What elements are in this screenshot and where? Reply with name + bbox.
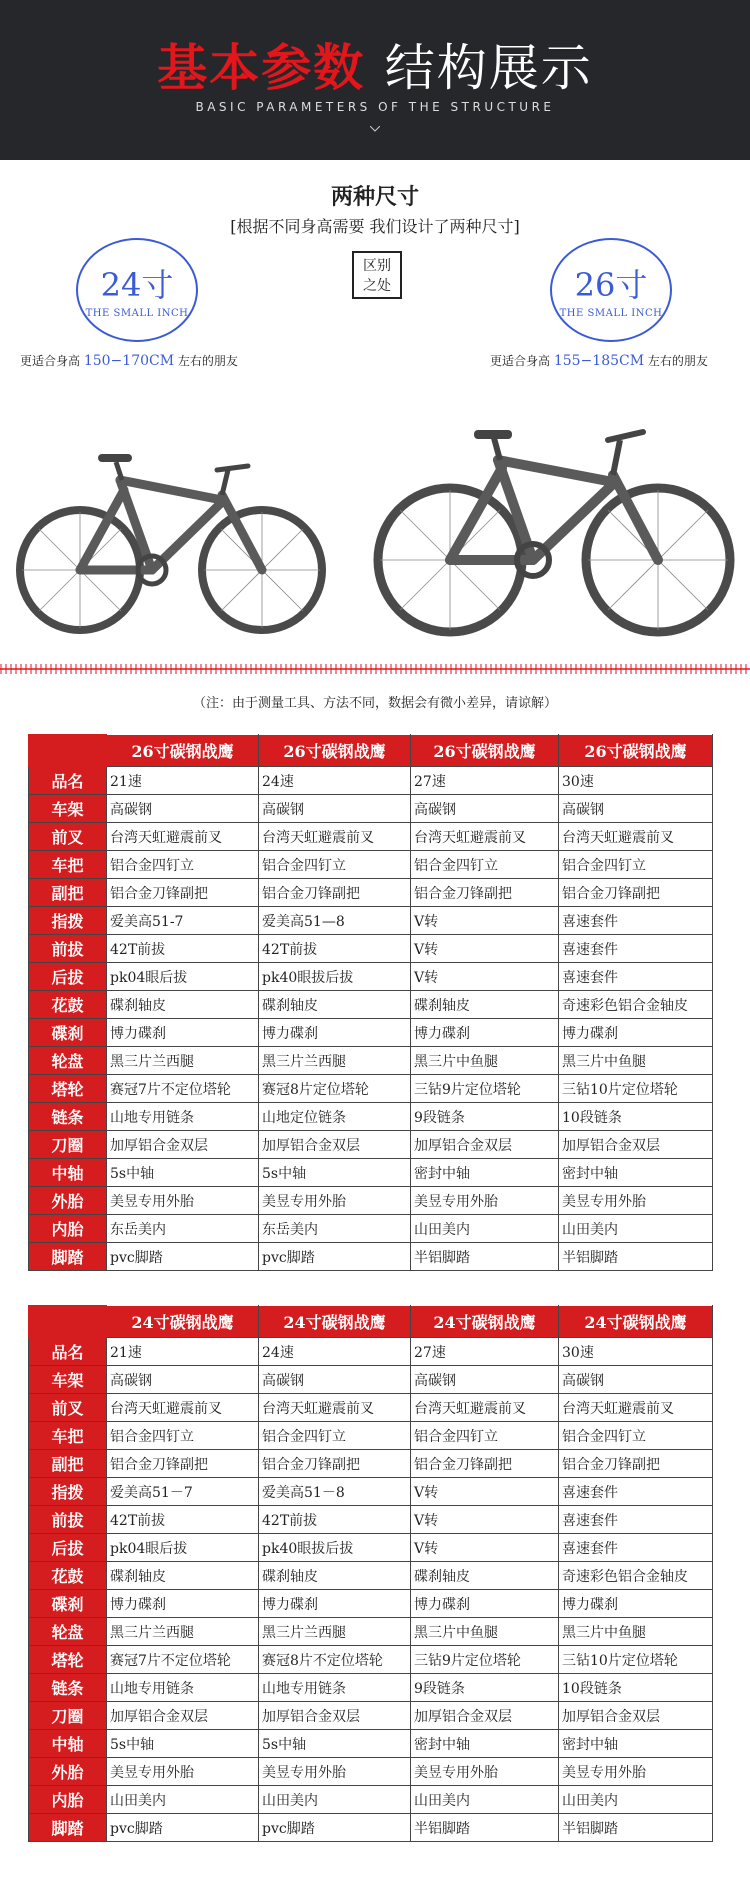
table-cell: 喜速套件 [559, 1534, 713, 1562]
table-cell: 三钻10片定位塔轮 [559, 1646, 713, 1674]
table-row [29, 879, 713, 907]
model-header: 24寸碳钢战鹰 [559, 1306, 713, 1338]
table-row [29, 991, 713, 1019]
table-cell: 加厚铝合金双层 [107, 1702, 259, 1730]
table-row [29, 1338, 713, 1366]
table-row [29, 1814, 713, 1842]
table-row [29, 1562, 713, 1590]
table-cell: 高碳钢 [411, 1366, 559, 1394]
table-cell: 台湾天虹避震前叉 [559, 823, 713, 851]
table-row [29, 907, 713, 935]
table-cell: 27速 [411, 1338, 559, 1366]
table-row [29, 1047, 713, 1075]
row-label: 后拔 [29, 963, 107, 991]
table-cell: pk04眼后拔 [107, 1534, 259, 1562]
table-row [29, 1450, 713, 1478]
table-cell: 台湾天虹避震前叉 [559, 1394, 713, 1422]
table-cell: 美昱专用外胎 [411, 1758, 559, 1786]
row-label: 脚踏 [29, 1814, 107, 1842]
row-label: 指拨 [29, 907, 107, 935]
row-label: 前拔 [29, 935, 107, 963]
table-cell: 铝合金刀锋副把 [559, 879, 713, 907]
row-label: 前叉 [29, 1394, 107, 1422]
row-label: 脚踏 [29, 1243, 107, 1271]
size-24-label: 24寸 [100, 266, 174, 304]
table-row [29, 1646, 713, 1674]
table-cell: 黑三片中鱼腿 [559, 1618, 713, 1646]
table-cell: 21速 [107, 767, 259, 795]
table-cell: 半铝脚踏 [411, 1243, 559, 1271]
table-cell: 喜速套件 [559, 963, 713, 991]
table-row [29, 1674, 713, 1702]
table-cell: 台湾天虹避震前叉 [259, 823, 411, 851]
spec-table-24 [28, 1305, 713, 1842]
table-cell: 台湾天虹避震前叉 [411, 1394, 559, 1422]
bike-26-image [368, 410, 738, 650]
size-26-caption: THE SMALL INCH [559, 308, 663, 319]
table-cell: 高碳钢 [559, 795, 713, 823]
table-cell: 博力碟刹 [411, 1019, 559, 1047]
table-cell: 42T前拔 [107, 935, 259, 963]
table-cell: 加厚铝合金双层 [411, 1702, 559, 1730]
model-header: 26寸碳钢战鹰 [259, 735, 411, 767]
table-cell: V转 [411, 935, 559, 963]
fit-26-range: 155−185CM [553, 353, 645, 369]
table-cell: 喜速套件 [559, 1478, 713, 1506]
table-cell: 铝合金刀锋副把 [411, 879, 559, 907]
table-cell: V转 [411, 907, 559, 935]
table-cell: 9段链条 [411, 1674, 559, 1702]
row-label: 品名 [29, 1338, 107, 1366]
model-header: 26寸碳钢战鹰 [559, 735, 713, 767]
table-cell: 博力碟刹 [259, 1590, 411, 1618]
row-label: 外胎 [29, 1187, 107, 1215]
table-cell: V转 [411, 1478, 559, 1506]
table-row [29, 823, 713, 851]
table-cell: 5s中轴 [107, 1159, 259, 1187]
fit-24-prefix: 更适合身高 [20, 354, 84, 368]
table-cell: 铝合金四钉立 [259, 1422, 411, 1450]
row-label: 外胎 [29, 1758, 107, 1786]
table-cell: 美昱专用外胎 [411, 1187, 559, 1215]
table-corner [29, 1306, 107, 1338]
table-cell: 高碳钢 [559, 1366, 713, 1394]
table-cell: 爱美高51-7 [107, 907, 259, 935]
table-cell: 奇速彩色铝合金轴皮 [559, 1562, 713, 1590]
table-cell: 喜速套件 [559, 1506, 713, 1534]
table-cell: 黑三片兰西腿 [107, 1618, 259, 1646]
table-cell: 铝合金四钉立 [559, 1422, 713, 1450]
bike-24-image [12, 440, 332, 650]
table-cell: pvc脚踏 [259, 1814, 411, 1842]
table-cell: 美昱专用外胎 [559, 1758, 713, 1786]
table-cell: 山田美内 [107, 1786, 259, 1814]
table-row [29, 1394, 713, 1422]
table-cell: 喜速套件 [559, 935, 713, 963]
table-cell: 黑三片兰西腿 [259, 1047, 411, 1075]
fit-text-26 [490, 352, 708, 369]
table-cell: 碟刹轴皮 [411, 991, 559, 1019]
table-cell: 铝合金刀锋副把 [259, 1450, 411, 1478]
table-row [29, 1131, 713, 1159]
table-cell: 黑三片中鱼腿 [411, 1618, 559, 1646]
table-cell: 铝合金刀锋副把 [107, 879, 259, 907]
table-cell: 奇速彩色铝合金轴皮 [559, 991, 713, 1019]
row-label: 车把 [29, 1422, 107, 1450]
table-cell: 山田美内 [559, 1215, 713, 1243]
table-row [29, 1478, 713, 1506]
spec-table-26 [28, 734, 713, 1271]
table-cell: 加厚铝合金双层 [559, 1702, 713, 1730]
row-label: 前叉 [29, 823, 107, 851]
page-title-red: 基本参数 [157, 39, 366, 97]
table-row [29, 963, 713, 991]
fit-text-24 [20, 352, 238, 369]
table-cell: 5s中轴 [259, 1159, 411, 1187]
table-cell: 加厚铝合金双层 [259, 1131, 411, 1159]
table-cell: 爱美高51－7 [107, 1478, 259, 1506]
row-label: 花鼓 [29, 1562, 107, 1590]
table-cell: 密封中轴 [411, 1730, 559, 1758]
table-cell: 铝合金刀锋副把 [107, 1450, 259, 1478]
table-cell: 密封中轴 [559, 1730, 713, 1758]
model-header: 24寸碳钢战鹰 [107, 1306, 259, 1338]
chevron-down-icon [370, 126, 380, 132]
table-cell: 42T前拔 [107, 1506, 259, 1534]
page-title-white: 结构展示 [384, 39, 593, 97]
table-cell: 21速 [107, 1338, 259, 1366]
table-cell: 赛冠8片定位塔轮 [259, 1075, 411, 1103]
size-badge-24 [76, 238, 198, 342]
row-label: 轮盘 [29, 1618, 107, 1646]
table-row [29, 767, 713, 795]
table-cell: 铝合金四钉立 [411, 1422, 559, 1450]
table-cell: pvc脚踏 [107, 1814, 259, 1842]
table-cell: 黑三片中鱼腿 [559, 1047, 713, 1075]
row-label: 链条 [29, 1103, 107, 1131]
table-cell: 博力碟刹 [259, 1019, 411, 1047]
header-banner [0, 0, 750, 160]
table-cell: 24速 [259, 1338, 411, 1366]
table-cell: 27速 [411, 767, 559, 795]
table-row [29, 935, 713, 963]
model-header: 26寸碳钢战鹰 [107, 735, 259, 767]
table-cell: 山地专用链条 [107, 1103, 259, 1131]
table-cell: 山田美内 [559, 1786, 713, 1814]
page-title [0, 28, 750, 100]
row-label: 前拔 [29, 1506, 107, 1534]
table-row [29, 1103, 713, 1131]
row-label: 碟刹 [29, 1019, 107, 1047]
table-cell: 碟刹轴皮 [411, 1562, 559, 1590]
row-label: 刀圈 [29, 1702, 107, 1730]
table-cell: 10段链条 [559, 1674, 713, 1702]
measurement-note: （注：由于测量工具、方法不同，数据会有微小差异，请谅解） [192, 696, 557, 711]
model-header: 26寸碳钢战鹰 [411, 735, 559, 767]
table-cell: pvc脚踏 [259, 1243, 411, 1271]
row-label: 副把 [29, 879, 107, 907]
table-row [29, 1730, 713, 1758]
table-cell: 山田美内 [411, 1786, 559, 1814]
table-cell: 高碳钢 [107, 795, 259, 823]
page-subtitle: BASIC PARAMETERS OF THE STRUCTURE [195, 100, 555, 114]
row-label: 指拨 [29, 1478, 107, 1506]
spec-table-header [29, 735, 713, 767]
row-label: 刀圈 [29, 1131, 107, 1159]
table-cell: 山地专用链条 [259, 1674, 411, 1702]
table-cell: 铝合金四钉立 [259, 851, 411, 879]
table-cell: 加厚铝合金双层 [107, 1131, 259, 1159]
table-row [29, 851, 713, 879]
table-cell: 喜速套件 [559, 907, 713, 935]
row-label: 链条 [29, 1674, 107, 1702]
table-cell: pk04眼后拔 [107, 963, 259, 991]
table-cell: 东岳美内 [107, 1215, 259, 1243]
row-label: 车把 [29, 851, 107, 879]
difference-line-1: 区别 [363, 258, 391, 274]
table-row [29, 1159, 713, 1187]
table-cell: 爱美高51—8 [259, 907, 411, 935]
table-cell: 加厚铝合金双层 [559, 1131, 713, 1159]
table-cell: 山田美内 [411, 1215, 559, 1243]
table-cell: 博力碟刹 [559, 1019, 713, 1047]
spec-table-header [29, 1306, 713, 1338]
table-cell: 美昱专用外胎 [259, 1758, 411, 1786]
table-cell: 三钻9片定位塔轮 [411, 1646, 559, 1674]
table-cell: 30速 [559, 767, 713, 795]
table-cell: 铝合金四钉立 [411, 851, 559, 879]
row-label: 塔轮 [29, 1646, 107, 1674]
table-cell: 赛冠7片不定位塔轮 [107, 1075, 259, 1103]
table-cell: V转 [411, 1506, 559, 1534]
size-badge-26 [550, 238, 672, 342]
table-cell: 加厚铝合金双层 [411, 1131, 559, 1159]
table-cell: 台湾天虹避震前叉 [259, 1394, 411, 1422]
table-cell: 赛冠7片不定位塔轮 [107, 1646, 259, 1674]
table-cell: 铝合金刀锋副把 [411, 1450, 559, 1478]
size-24-caption: THE SMALL INCH [85, 308, 189, 319]
table-cell: 高碳钢 [259, 795, 411, 823]
row-label: 碟刹 [29, 1590, 107, 1618]
table-cell: 黑三片兰西腿 [107, 1047, 259, 1075]
table-cell: 铝合金刀锋副把 [259, 879, 411, 907]
table-cell: 山地专用链条 [107, 1674, 259, 1702]
row-label: 轮盘 [29, 1047, 107, 1075]
difference-line-2: 之处 [363, 278, 391, 294]
table-cell: 加厚铝合金双层 [259, 1702, 411, 1730]
table-row [29, 1243, 713, 1271]
table-cell: 42T前拔 [259, 1506, 411, 1534]
table-cell: 42T前拔 [259, 935, 411, 963]
table-cell: 铝合金四钉立 [107, 851, 259, 879]
table-cell: 铝合金四钉立 [559, 851, 713, 879]
table-row [29, 1215, 713, 1243]
table-cell: 台湾天虹避震前叉 [107, 1394, 259, 1422]
table-cell: 台湾天虹避震前叉 [107, 823, 259, 851]
table-cell: pk40眼拔后拔 [259, 963, 411, 991]
table-cell: 9段链条 [411, 1103, 559, 1131]
row-label: 车架 [29, 1366, 107, 1394]
fit-26-suffix: 左右的朋友 [644, 354, 708, 368]
table-cell: 密封中轴 [559, 1159, 713, 1187]
table-row [29, 1075, 713, 1103]
table-cell: 东岳美内 [259, 1215, 411, 1243]
table-cell: 碟刹轴皮 [107, 991, 259, 1019]
table-row [29, 795, 713, 823]
table-cell: 三钻9片定位塔轮 [411, 1075, 559, 1103]
table-cell: 高碳钢 [259, 1366, 411, 1394]
table-cell: V转 [411, 1534, 559, 1562]
table-cell: 博力碟刹 [411, 1590, 559, 1618]
table-row [29, 1618, 713, 1646]
table-cell: 黑三片兰西腿 [259, 1618, 411, 1646]
fit-24-suffix: 左右的朋友 [174, 354, 238, 368]
table-cell: 美昱专用外胎 [259, 1187, 411, 1215]
table-cell: 山地定位链条 [259, 1103, 411, 1131]
table-cell: 美昱专用外胎 [107, 1758, 259, 1786]
table-cell: 碟刹轴皮 [259, 991, 411, 1019]
sizes-title: 两种尺寸 [330, 184, 419, 210]
table-cell: 碟刹轴皮 [259, 1562, 411, 1590]
spec-table-body [29, 1338, 713, 1842]
table-cell: 台湾天虹避震前叉 [411, 823, 559, 851]
table-row [29, 1786, 713, 1814]
spec-table-body [29, 767, 713, 1271]
table-cell: 5s中轴 [259, 1730, 411, 1758]
fit-24-range: 150−170CM [83, 353, 175, 369]
table-cell: 爱美高51－8 [259, 1478, 411, 1506]
table-row [29, 1702, 713, 1730]
table-row [29, 1534, 713, 1562]
table-cell: 博力碟刹 [559, 1590, 713, 1618]
table-cell: 铝合金刀锋副把 [559, 1450, 713, 1478]
table-cell: 美昱专用外胎 [107, 1187, 259, 1215]
table-cell: 碟刹轴皮 [107, 1562, 259, 1590]
table-cell: 博力碟刹 [107, 1590, 259, 1618]
table-cell: V转 [411, 963, 559, 991]
table-cell: 半铝脚踏 [559, 1243, 713, 1271]
table-cell: 10段链条 [559, 1103, 713, 1131]
table-row [29, 1187, 713, 1215]
table-cell: 黑三片中鱼腿 [411, 1047, 559, 1075]
row-label: 塔轮 [29, 1075, 107, 1103]
sizes-subtitle: [根据不同身高需要 我们设计了两种尺寸] [230, 217, 520, 236]
table-row [29, 1422, 713, 1450]
row-label: 后拔 [29, 1534, 107, 1562]
fit-26-prefix: 更适合身高 [490, 354, 554, 368]
table-cell: 半铝脚踏 [411, 1814, 559, 1842]
row-label: 品名 [29, 767, 107, 795]
size-26-label: 26寸 [574, 266, 648, 304]
table-cell: 5s中轴 [107, 1730, 259, 1758]
row-label: 副把 [29, 1450, 107, 1478]
row-label: 中轴 [29, 1730, 107, 1758]
table-row [29, 1758, 713, 1786]
model-header: 24寸碳钢战鹰 [259, 1306, 411, 1338]
row-label: 内胎 [29, 1215, 107, 1243]
table-cell: 高碳钢 [107, 1366, 259, 1394]
table-corner [29, 735, 107, 767]
table-cell: 半铝脚踏 [559, 1814, 713, 1842]
table-cell: 铝合金四钉立 [107, 1422, 259, 1450]
table-cell: 赛冠8片不定位塔轮 [259, 1646, 411, 1674]
table-cell: 24速 [259, 767, 411, 795]
row-label: 车架 [29, 795, 107, 823]
model-header: 24寸碳钢战鹰 [411, 1306, 559, 1338]
row-label: 中轴 [29, 1159, 107, 1187]
table-row [29, 1590, 713, 1618]
table-cell: 博力碟刹 [107, 1019, 259, 1047]
table-cell: 高碳钢 [411, 795, 559, 823]
table-row [29, 1506, 713, 1534]
difference-box [352, 251, 402, 299]
table-row [29, 1019, 713, 1047]
table-cell: 三钻10片定位塔轮 [559, 1075, 713, 1103]
table-cell: pvc脚踏 [107, 1243, 259, 1271]
table-cell: pk40眼拔后拔 [259, 1534, 411, 1562]
row-label: 花鼓 [29, 991, 107, 1019]
measure-ruler [0, 662, 750, 676]
table-row [29, 1366, 713, 1394]
table-cell: 美昱专用外胎 [559, 1187, 713, 1215]
table-cell: 山田美内 [259, 1786, 411, 1814]
table-cell: 30速 [559, 1338, 713, 1366]
table-cell: 密封中轴 [411, 1159, 559, 1187]
row-label: 内胎 [29, 1786, 107, 1814]
